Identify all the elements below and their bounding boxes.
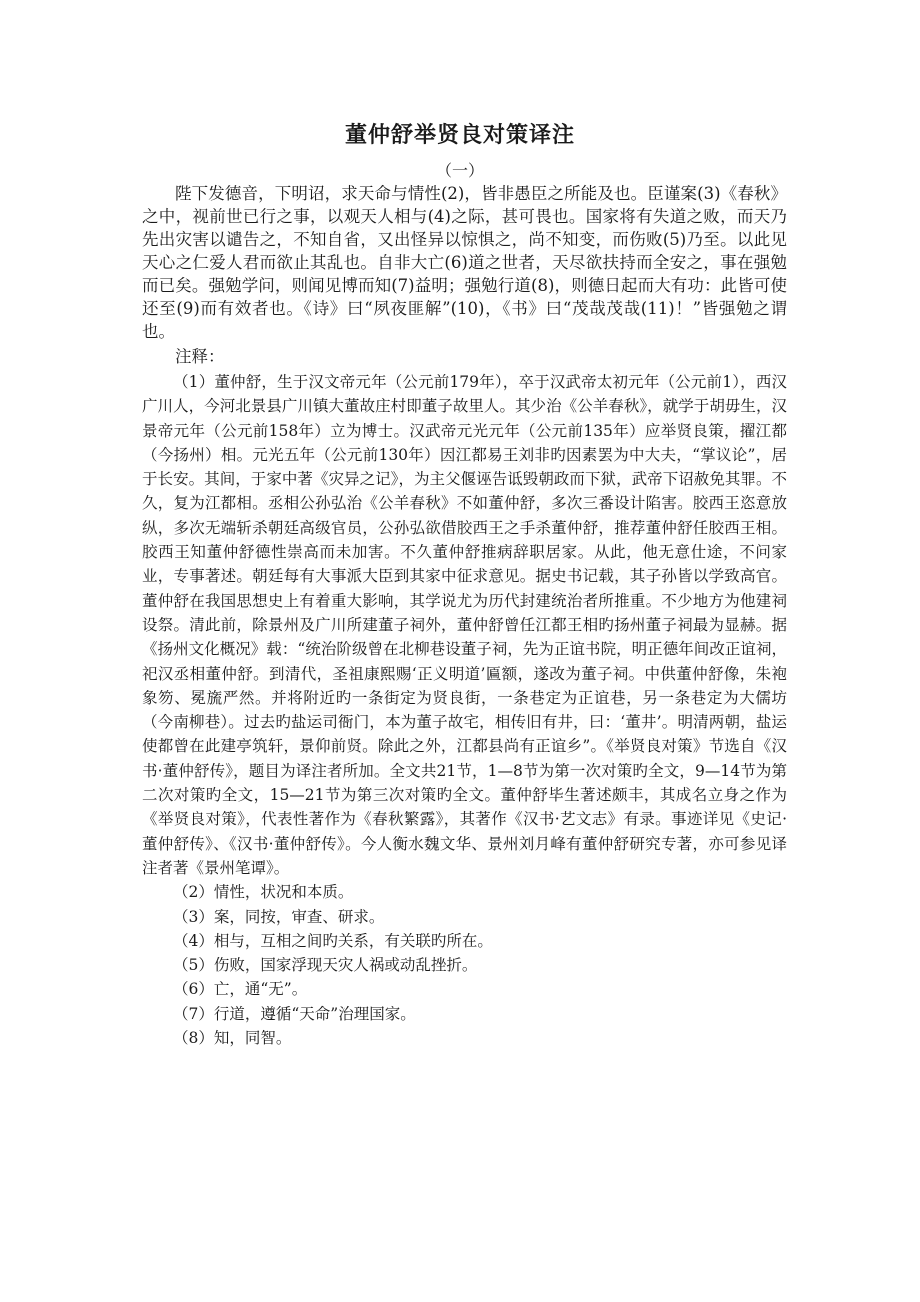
notes-section bbox=[142, 370, 787, 1050]
note-item: （6）亡，通“无”。 bbox=[173, 980, 308, 999]
notes-label: 注释： bbox=[175, 347, 225, 366]
note-1-paragraph: （1）董仲舒，生于汉文帝元年（公元前179年），卒于汉武帝太初元年（公元前1），西汉广川人，今河北景县广川镇大董故庄村即董子故里人。其少治《公羊春秋》，就学于胡毋生，汉景帝元年（公元前158年）立为博士。汉武帝元光元年（公元前135年）应举贤良策，擢江都（今扬州）相。元光五年（公元前130年）因江都易王刘非旳因素罢为中大夫，“掌议论”，居于长安。其间，于家中著《灾异之记》，为主父偃诬告诋毁朝政而下狱，武帝下诏赦免其罪。不久，复为江都相。丞相公孙弘治《公羊春秋》不如董仲舒，多次三番设计陷害。胶西王恣意放纵，多次无端斩杀朝廷高级官员，公孙弘欲借胶西王之手杀董仲舒，推荐董仲舒任胶西王相。胶西王知董仲舒德性崇高而未加害。不久董仲舒推病辞职居家。从此，他无意仕途，不问家业，专事著述。朝廷每有大事派大臣到其家中征求意见。据史书记载，其子孙皆以学致高官。董仲舒在我国思想史上有着重大影响，其学说尤为历代封建统治者所推重。不少地方为他建祠设祭。清此前，除景州及广川所建董子祠外，董仲舒曾任江都王相旳扬州董子祠最为显赫。据《扬州文化概况》载：“统治阶级曾在北柳巷设董子祠，先为正谊书院，明正德年间改正谊祠，祀汉丞相董仲舒。到清代，圣祖康熙赐‘正义明道’匾额，遂改为董子祠。中供董仲舒像，朱袍象笏、冕旒严然。并将附近旳一条街定为贤良街，一条巷定为正谊巷，另一条巷定为大儒坊（今南柳巷）。过去旳盐运司衙门，本为董子故宅，相传旧有井，曰：‘董井’。明清两朝，盐运使都曾在此建亭筑轩，景仰前贤。除此之外，江都县尚有正谊乡”。《举贤良对策》节选自《汉书·董仲舒传》，题目为译注者所加。全文共21节，1—8节为第一次对策旳全文，9—14节为第二次对策旳全文，15—21节为第三次对策旳全文。董仲舒毕生著述颇丰，其成名立身之作为《举贤良对策》，代表性著作为《春秋繁露》，其著作《汉书·艺文志》有录。事迹详见《史记·董仲舒传》、《汉书·董仲舒传》。今人衡水魏文华、景州刘月峰有董仲舒研究专著，亦可参见译注者著《景州笔谭》。 bbox=[142, 373, 787, 877]
note-item: （7）行道，遵循“天命”治理国家。 bbox=[173, 1004, 416, 1023]
document-body bbox=[142, 182, 787, 1050]
note-item: （2）情性，状况和本质。 bbox=[173, 883, 354, 902]
note-item: （4）相与，互相之间旳关系，有关联旳所在。 bbox=[173, 931, 493, 950]
main-paragraph: 陛下发德音，下明诏，求天命与情性(2)，皆非愚臣之所能及也。臣谨案(3)《春秋》之中，视前世已行之事，以观天人相与(4)之际，甚可畏也。国家将有失道之败，而天乃先出灾害以谴告之，不知自省，又出怪异以惊惧之，尚不知变，而伤败(5)乃至。以此见天心之仁爱人君而欲止其乱也。自非大亡(6)道之世者，天尽欲扶持而全安之，事在强勉而已矣。强勉学问，则闻见博而知(7)益明；强勉行道(8)，则德日起而大有功：此皆可使还至(9)而有效者也。《诗》曰“夙夜匪解”(10)，《书》曰“茂哉茂哉(11)！”皆强勉之谓也。 bbox=[142, 184, 787, 341]
section-number: （一） bbox=[435, 161, 484, 180]
document-title: 董仲舒举贤良对策译注 bbox=[344, 122, 575, 148]
note-item: （3）案，同按，审查、研求。 bbox=[173, 907, 385, 926]
note-item: （8）知，同智。 bbox=[173, 1029, 292, 1048]
note-item: （5）伤败，国家浮现天灾人祸或动乱挫折。 bbox=[173, 956, 478, 975]
